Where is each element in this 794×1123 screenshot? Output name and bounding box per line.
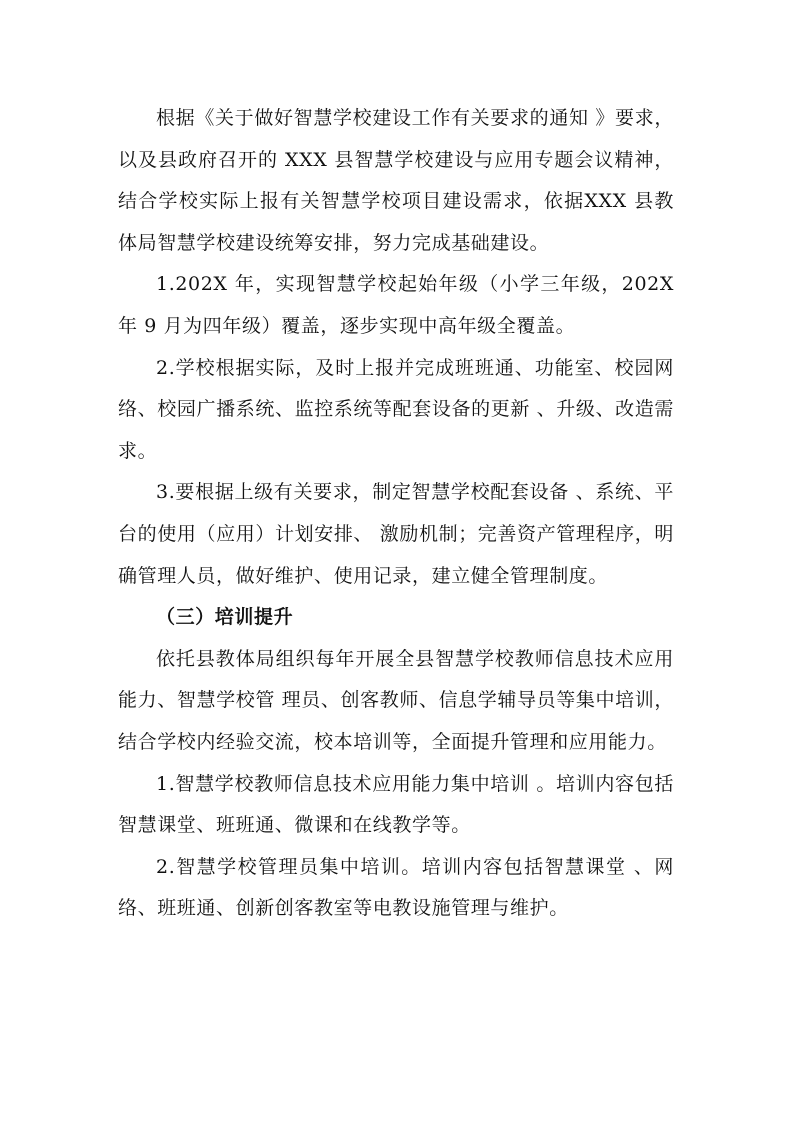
list-item-3: 3.要根据上级有关要求，制定智慧学校配套设备 、系统、平台的使用（应用）计划安排、 激励机制；完善资产管理程序，明确管理人员，做好维护、使用记录，建立健全管理制度。 [118,481,674,587]
section-heading: （三）培训提升 [156,606,294,629]
training-item-1: 1.智慧学校教师信息技术应用能力集中培训 。培训内容包括智慧课堂、班班通、微课和在线教学等。 [118,772,674,837]
document-page [118,98,674,930]
list-item-2: 2.学校根据实际，及时上报并完成班班通、功能室、校园网络、校园广播系统、监控系统等配套设备的更新 、升级、改造需求。 [118,356,674,462]
intro-paragraph: 根据《关于做好智慧学校建设工作有关要求的通知 》要求，以及县政府召开的 XXX 县智慧学校建设与应用专题会议精神，结合学校实际上报有关智慧学校项目建设需求，依据XXX 县教体局智慧学校建设统筹安排，努力完成基础建设。 [118,107,674,254]
list-item-1: 1.202X 年，实现智慧学校起始年级（小学三年级，202X 年 9 月为四年级）覆盖，逐步实现中高年级全覆盖。 [118,273,674,337]
training-item-2: 2.智慧学校管理员集中培训。培训内容包括智慧课堂 、网络、班班通、创新创客教室等电教设施管理与维护。 [118,855,674,920]
training-intro-paragraph: 依托县教体局组织每年开展全县智慧学校教师信息技术应用能力、智慧学校管 理员、创客教师、信息学辅导员等集中培训，结合学校内经验交流，校本培训等，全面提升管理和应用能力。 [118,647,674,753]
